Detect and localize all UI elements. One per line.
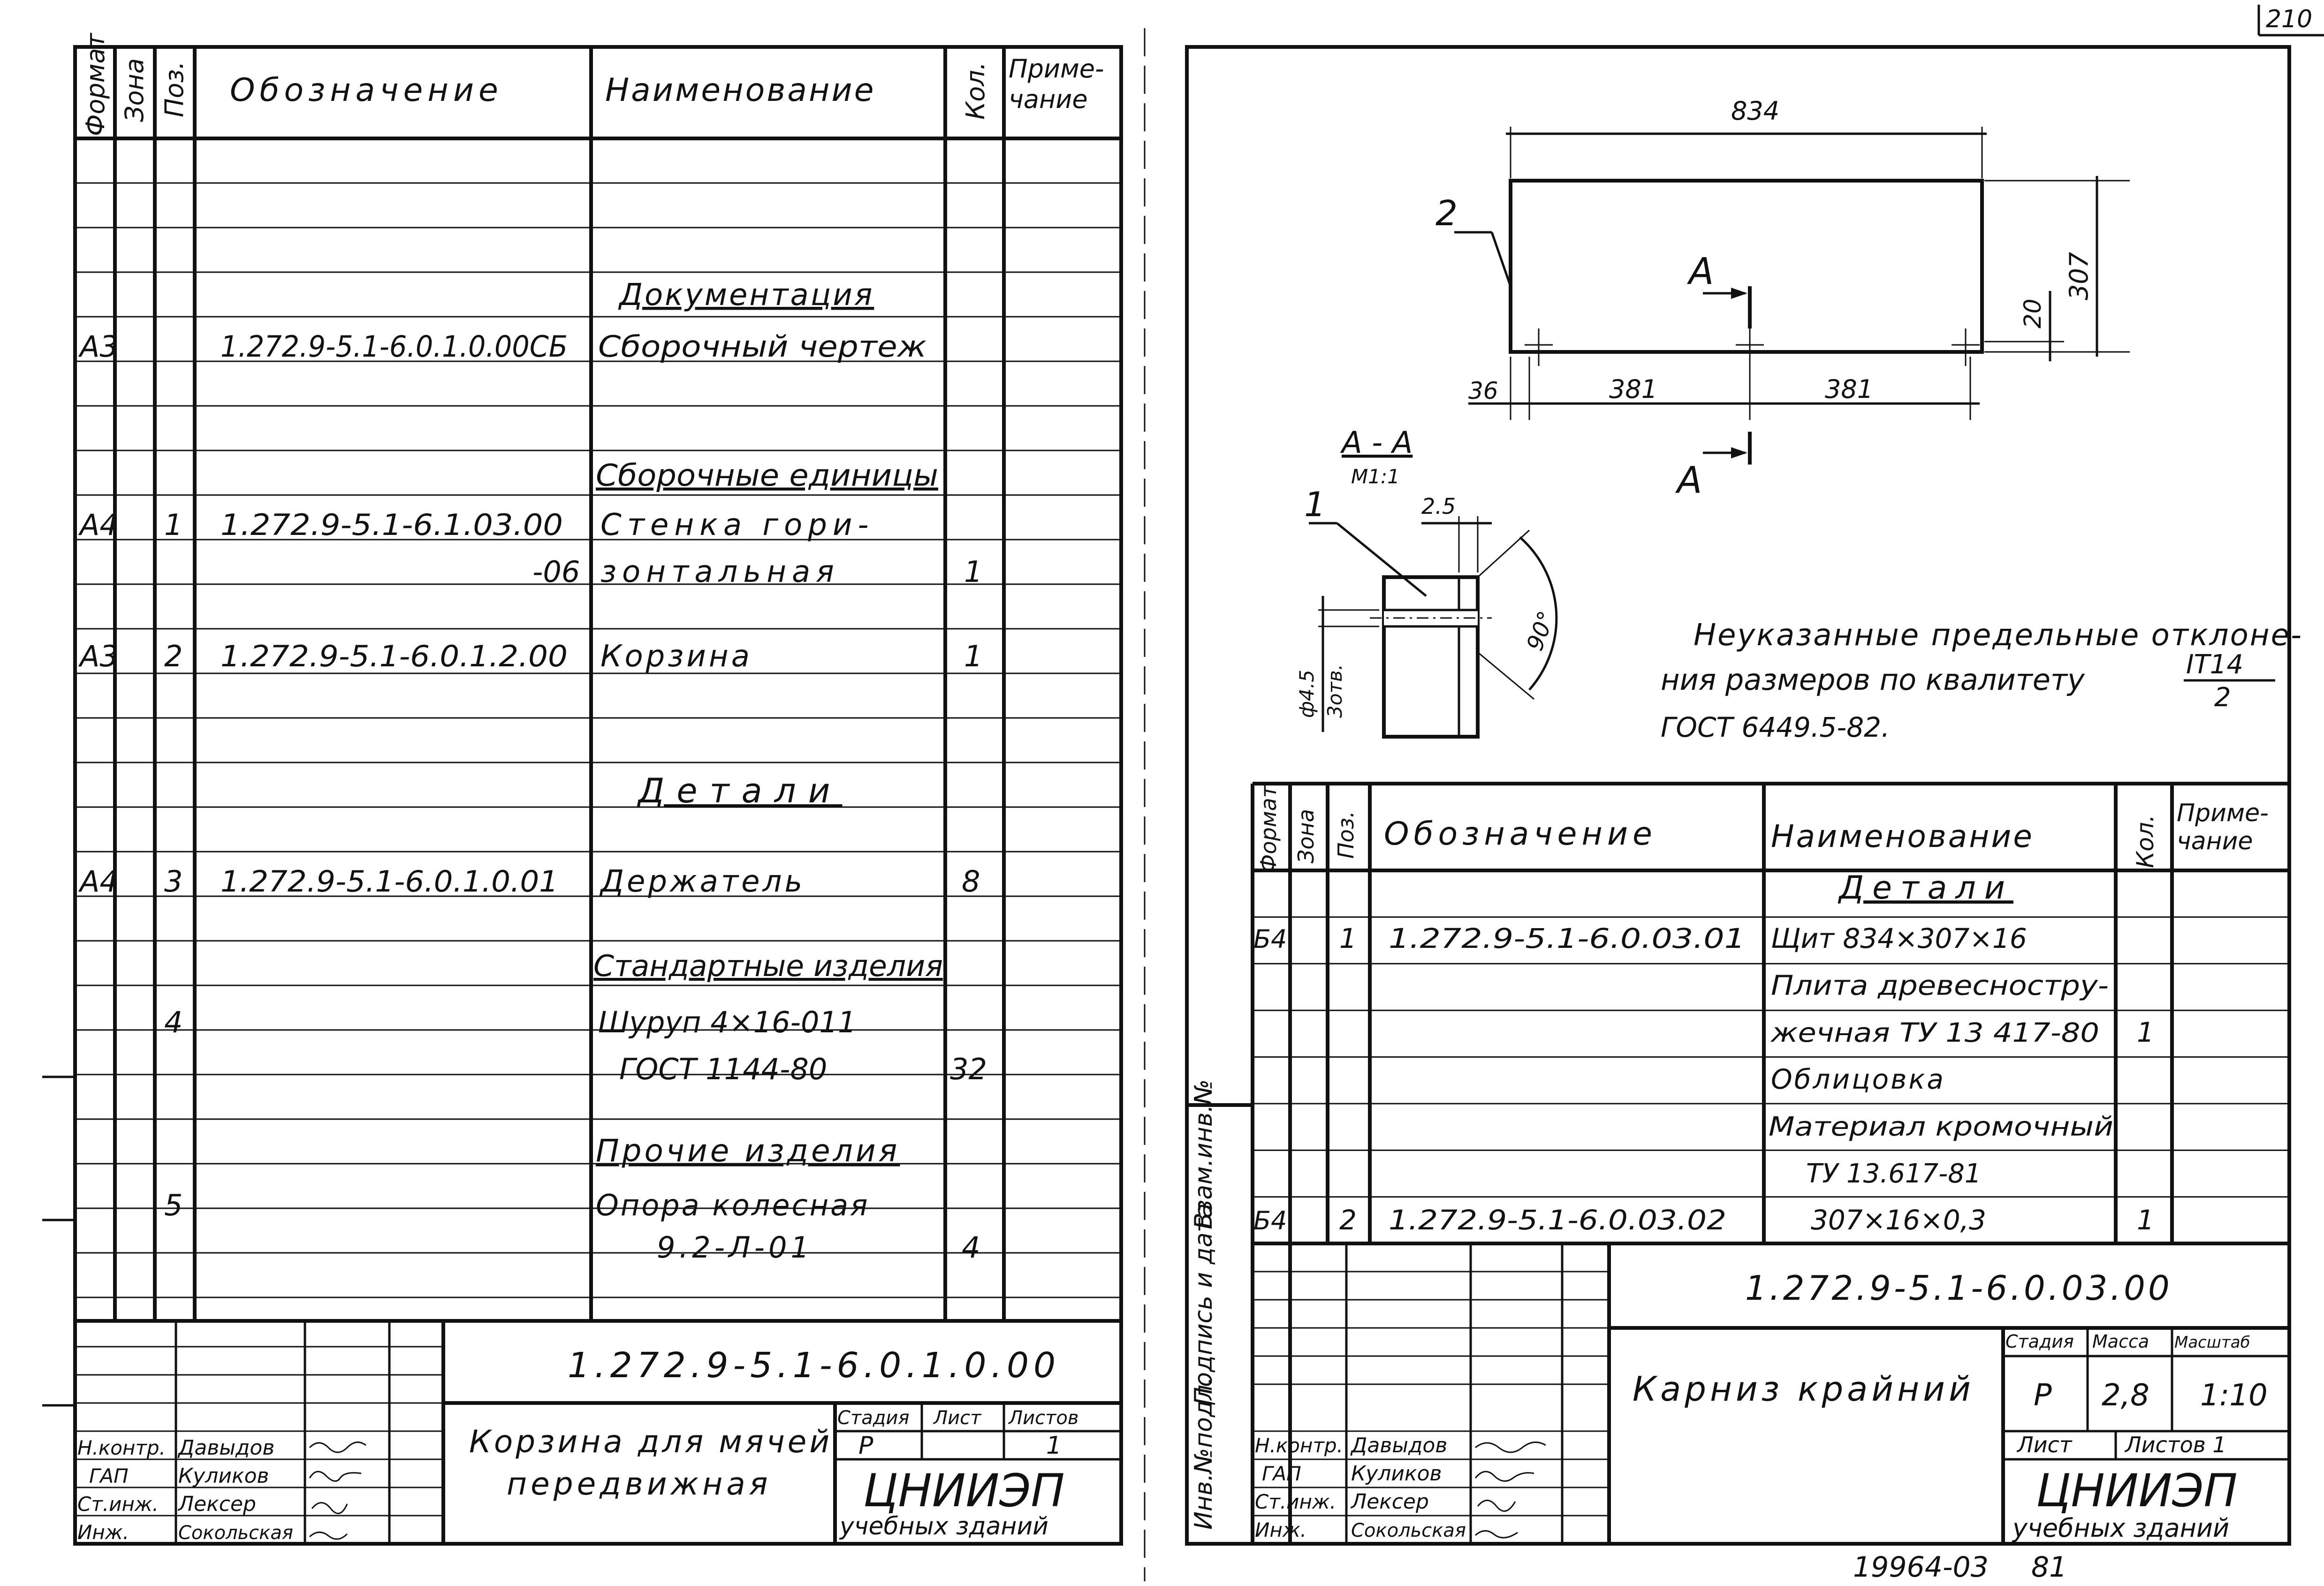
left-person: Куликов bbox=[178, 1464, 269, 1488]
right-person: Давыдов bbox=[1351, 1434, 1448, 1457]
right-row-name: Материал кромочный bbox=[1769, 1112, 2113, 1142]
section-scale: М1:1 bbox=[1351, 465, 1400, 488]
left-header-zone: Зона bbox=[120, 58, 149, 122]
spacing-a-dim: 381 bbox=[1609, 374, 1658, 404]
left-sheet bbox=[42, 32, 1121, 1544]
note-line-1: Неуказанные предельные отклоне- bbox=[1694, 618, 2303, 653]
left-row-name: Корзина bbox=[600, 639, 752, 674]
right-person: Куликов bbox=[1351, 1462, 1442, 1486]
right-row-name: 307×16×0,3 bbox=[1811, 1204, 1986, 1236]
signature-mark bbox=[1475, 1442, 1546, 1452]
left-stage-value: Р bbox=[858, 1432, 873, 1460]
right-org-subtitle: учебных зданий bbox=[2013, 1513, 2230, 1543]
panel-edge-dim: 20 bbox=[2019, 298, 2046, 328]
right-row-designation: 1.272.9-5.1-6.0.03.02 bbox=[1389, 1204, 1726, 1236]
dim-2-5: 2.5 bbox=[1421, 494, 1456, 519]
left-row-format: А4 bbox=[80, 864, 118, 899]
left-person: Давыдов bbox=[178, 1436, 275, 1460]
side-stamp-sign: Подпись и дата bbox=[1190, 1203, 1218, 1405]
left-row-name: Шуруп 4×16-011 bbox=[598, 1005, 857, 1039]
right-row-format: Б4 bbox=[1253, 924, 1287, 954]
right-row-format: Б4 bbox=[1253, 1206, 1287, 1235]
right-row-heading-details: Детали bbox=[1839, 869, 2013, 907]
side-stamp-vzam: Взам.инв.№ bbox=[1190, 1079, 1218, 1229]
section-aa bbox=[1295, 426, 1560, 737]
right-title-block bbox=[1253, 1243, 2289, 1544]
right-person: Сокольская bbox=[1351, 1520, 1466, 1541]
left-title-line2: передвижная bbox=[507, 1466, 772, 1502]
right-role: ГАП bbox=[1262, 1462, 1301, 1485]
hole-note: 3отв. bbox=[1323, 664, 1346, 718]
right-stage-label: Стадия bbox=[2005, 1331, 2074, 1352]
left-title-block bbox=[75, 1321, 1121, 1544]
footer-archive-number: 19964-03 bbox=[1853, 1551, 1989, 1584]
right-title: Карниз крайний bbox=[1633, 1369, 1975, 1409]
left-row-designation: 1.272.9-5.1-6.0.1.2.00 bbox=[220, 639, 568, 673]
footer-page-number: 81 bbox=[2031, 1551, 2067, 1584]
right-doc-number: 1.272.9-5.1-6.0.03.00 bbox=[1745, 1268, 2172, 1308]
left-row-qty: 1 bbox=[964, 639, 983, 673]
left-row-format: А3 bbox=[80, 639, 118, 673]
left-spec-rows bbox=[78, 278, 987, 1265]
left-row-heading-docs: Документация bbox=[619, 278, 874, 313]
left-row-pos: 3 bbox=[164, 864, 183, 899]
left-row-qty: 4 bbox=[962, 1230, 980, 1265]
left-spec-table bbox=[75, 47, 1121, 1321]
right-mass-label: Масса bbox=[2092, 1331, 2149, 1352]
signature-mark bbox=[310, 1442, 366, 1452]
panel-outline bbox=[1511, 181, 1982, 352]
left-row-name: Держатель bbox=[600, 864, 805, 899]
left-org-subtitle: учебных зданий bbox=[840, 1512, 1048, 1540]
leader-label-2: 2 bbox=[1435, 193, 1458, 234]
left-sheet-label: Лист bbox=[934, 1407, 981, 1429]
left-row-format: А3 bbox=[80, 329, 118, 364]
left-doc-number: 1.272.9-5.1-6.0.1.0.00 bbox=[568, 1345, 1061, 1386]
right-scale-label: Масштаб bbox=[2174, 1333, 2250, 1352]
left-row-designation: 1.272.9-5.1-6.1.03.00 bbox=[220, 508, 563, 542]
right-row-qty: 1 bbox=[2137, 1204, 2154, 1236]
section-leader-1: 1 bbox=[1304, 485, 1326, 524]
right-row-designation: 1.272.9-5.1-6.0.03.01 bbox=[1389, 923, 1745, 954]
left-header-designation: Обозначение bbox=[230, 72, 503, 109]
right-header-name: Наименование bbox=[1771, 818, 2034, 854]
tolerance-note bbox=[1661, 618, 2303, 743]
angle-90: 90° bbox=[1521, 608, 1560, 655]
note-line-3: ГОСТ 6449.5-82. bbox=[1661, 711, 1890, 743]
right-role: Инж. bbox=[1255, 1518, 1307, 1541]
left-row-heading-other: Прочие изделия bbox=[596, 1133, 900, 1169]
left-header-pos: Поз. bbox=[159, 61, 189, 117]
spacing-b-dim: 381 bbox=[1825, 374, 1874, 404]
left-row-pos: 1 bbox=[164, 508, 183, 542]
left-header-qty: Кол. bbox=[961, 61, 990, 120]
right-spec-table bbox=[1253, 784, 2289, 1544]
left-role: ГАП bbox=[89, 1464, 129, 1487]
right-row-name: Щит 834×307×16 bbox=[1771, 923, 2027, 954]
left-row-pos: 2 bbox=[164, 639, 183, 673]
left-row-pos: 5 bbox=[164, 1188, 183, 1222]
left-row-name: 9.2-Л-01 bbox=[657, 1230, 813, 1265]
right-sheet-label: Лист bbox=[2017, 1432, 2072, 1457]
left-row-qty: 8 bbox=[962, 864, 980, 899]
section-hatch bbox=[1384, 577, 1478, 737]
left-person: Лексер bbox=[178, 1492, 256, 1516]
right-header-qty: Кол. bbox=[2132, 815, 2159, 868]
right-row-pos: 1 bbox=[1339, 923, 1357, 954]
left-header-format: Формат bbox=[81, 33, 110, 136]
left-org-name: ЦНИИЭП bbox=[863, 1464, 1065, 1517]
left-row-name: Стенка гори- bbox=[600, 508, 874, 542]
note-fraction-den: 2 bbox=[2214, 682, 2231, 713]
left-row-designation: -06 bbox=[532, 555, 580, 589]
left-row-heading-standard: Стандартные изделия bbox=[593, 949, 943, 983]
right-sheet bbox=[1187, 5, 2324, 1584]
right-row-name: Плита древесностру- bbox=[1771, 969, 2109, 1001]
hole-dim: ф4.5 bbox=[1295, 670, 1318, 718]
left-row-designation: 1.272.9-5.1-6.0.1.0.01 bbox=[220, 864, 558, 899]
left-row-heading-details: Детали bbox=[638, 771, 843, 810]
right-stage-value: Р bbox=[2034, 1378, 2052, 1413]
left-title-line1: Корзина для мячей bbox=[469, 1424, 833, 1460]
right-row-qty: 1 bbox=[2137, 1016, 2154, 1048]
section-title: А - А bbox=[1342, 426, 1413, 460]
note-fraction-num: IT14 bbox=[2186, 649, 2243, 680]
signature-mark bbox=[312, 1503, 347, 1514]
left-row-designation: 1.272.9-5.1-6.0.1.0.00СБ bbox=[220, 329, 568, 364]
left-role: Ст.инж. bbox=[77, 1493, 159, 1516]
right-header-note-1: Приме- bbox=[2177, 799, 2269, 827]
side-stamp-inv: Инв.№подл. bbox=[1190, 1377, 1218, 1530]
right-role: Н.контр. bbox=[1255, 1434, 1343, 1457]
right-org-name: ЦНИИЭП bbox=[2036, 1464, 2238, 1517]
left-sheets-value: 1 bbox=[1046, 1432, 1062, 1460]
spacing-first-dim: 36 bbox=[1468, 377, 1498, 404]
right-person: Лексер bbox=[1351, 1490, 1429, 1514]
section-mark-top: А bbox=[1689, 251, 1714, 293]
left-header-note-2: чание bbox=[1009, 84, 1088, 114]
left-row-heading-assembly: Сборочные единицы bbox=[596, 458, 938, 493]
right-sheets-label: Листов 1 bbox=[2125, 1432, 2226, 1457]
left-role: Н.контр. bbox=[77, 1436, 166, 1459]
signature-mark bbox=[310, 1472, 361, 1481]
signature-mark bbox=[1475, 1472, 1534, 1481]
left-row-name: Сборочный чертеж bbox=[598, 329, 927, 364]
left-row-qty: 1 bbox=[964, 555, 983, 589]
section-mark-bottom: А bbox=[1677, 459, 1702, 502]
right-header-format: Формат bbox=[1256, 785, 1281, 873]
corner-stamp: 210 bbox=[2266, 5, 2313, 33]
right-spec-rows bbox=[1253, 869, 2154, 1236]
right-row-name: жечная ТУ 13 417-80 bbox=[1770, 1018, 2099, 1048]
right-mass-value: 2,8 bbox=[2102, 1378, 2149, 1413]
signature-mark bbox=[310, 1532, 347, 1539]
left-sheets-label: Листов bbox=[1009, 1407, 1079, 1429]
panel-drawing bbox=[1435, 96, 2130, 502]
left-row-name: Опора колесная bbox=[596, 1188, 870, 1222]
panel-width-dim: 834 bbox=[1731, 96, 1780, 126]
right-header-note-2: чание bbox=[2177, 827, 2253, 855]
left-header-name: Наименование bbox=[605, 72, 876, 109]
right-row-name: ТУ 13.617-81 bbox=[1806, 1159, 1982, 1189]
left-row-pos: 4 bbox=[164, 1005, 183, 1039]
left-person: Сокольская bbox=[178, 1522, 293, 1544]
note-line-2: ния размеров по квалитету bbox=[1661, 663, 2085, 697]
signature-mark bbox=[1475, 1531, 1518, 1538]
right-scale-value: 1:10 bbox=[2200, 1378, 2268, 1413]
right-row-name: Облицовка bbox=[1771, 1063, 1945, 1095]
right-row-pos: 2 bbox=[1339, 1204, 1357, 1236]
right-role: Ст.инж. bbox=[1255, 1490, 1337, 1513]
signature-mark bbox=[1478, 1501, 1515, 1511]
left-row-format: А4 bbox=[80, 508, 118, 542]
right-header-designation: Обозначение bbox=[1384, 816, 1657, 853]
left-row-name: ГОСТ 1144-80 bbox=[619, 1052, 828, 1086]
left-row-qty: 32 bbox=[950, 1052, 987, 1086]
right-header-pos: Поз. bbox=[1333, 811, 1359, 859]
left-stage-label: Стадия bbox=[837, 1407, 910, 1429]
left-row-name: зонтальная bbox=[600, 555, 840, 589]
left-header-note-1: Приме- bbox=[1009, 54, 1104, 84]
left-role: Инж. bbox=[77, 1521, 129, 1544]
right-header-zone: Зона bbox=[1293, 809, 1319, 863]
panel-height-dim: 307 bbox=[2064, 252, 2094, 300]
